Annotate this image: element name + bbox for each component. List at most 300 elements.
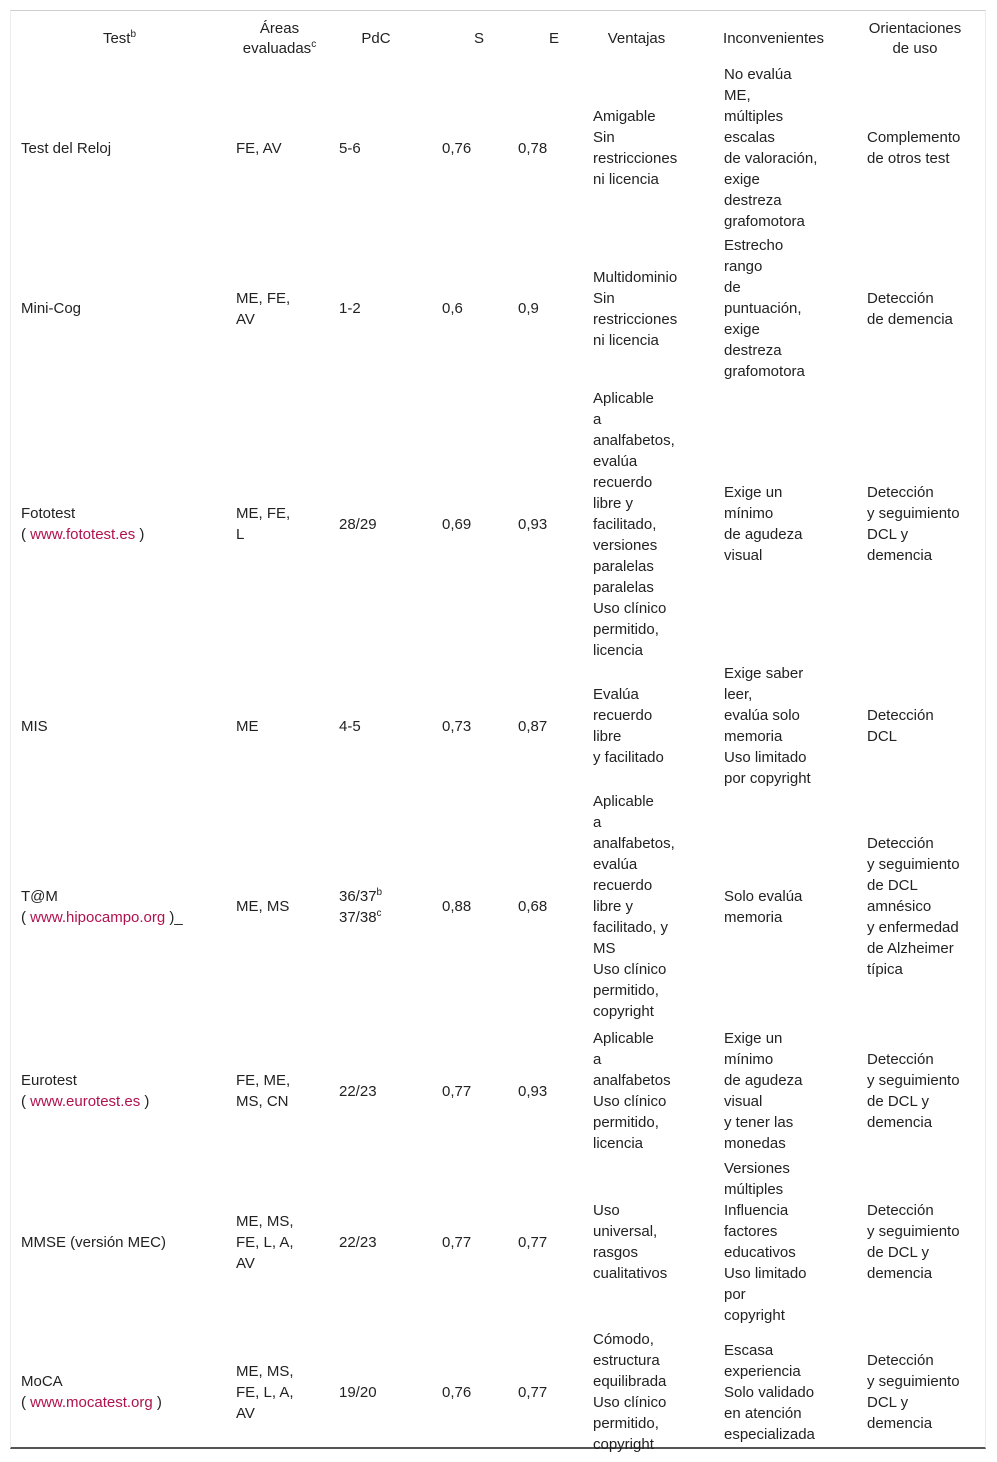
cell-text: libre y — [593, 494, 634, 512]
cell-text: FE, L, A, — [236, 1383, 294, 1401]
cell-line — [593, 1070, 698, 1091]
cell-text: rango — [724, 258, 763, 275]
cell-text: por copyright — [724, 770, 811, 787]
cell-line — [593, 1434, 698, 1455]
cell-specificity: 0,77 — [518, 1233, 548, 1251]
cell-text: analfabetos, — [593, 835, 675, 852]
cell-text: Solo evalúa — [724, 887, 803, 905]
cell-areas — [228, 663, 331, 789]
cell-orientaciones — [845, 64, 985, 232]
cell-line — [867, 309, 981, 330]
cell-line — [724, 1158, 841, 1179]
cell-line — [236, 1232, 327, 1253]
cell-pdc — [331, 385, 421, 663]
cell-text: 1-2 — [339, 300, 361, 317]
cell-line — [593, 430, 698, 451]
cell-areas — [228, 1158, 331, 1326]
cell-text: permitido, — [593, 1415, 659, 1432]
cell-text: en atención — [724, 1404, 802, 1422]
cell-text: y tener las — [724, 1114, 794, 1131]
cell-specificity: 0,93 — [518, 515, 548, 533]
test-link-line: ( www.eurotest.es ) — [21, 1093, 150, 1110]
cell-text: rasgos — [593, 1244, 639, 1261]
cell-line — [867, 1263, 981, 1284]
cell-orientaciones — [845, 385, 985, 663]
cell-ventajas — [571, 1158, 702, 1326]
cell-line — [593, 1200, 698, 1221]
cell-text: estructura — [593, 1352, 660, 1369]
cell-line — [867, 482, 981, 503]
cell-line — [724, 705, 841, 726]
cell-text: de DCL y — [867, 1244, 929, 1261]
header-inconvenientes: Inconvenientes — [723, 29, 824, 47]
cell-line — [339, 716, 417, 737]
cell-text: y seguimiento — [867, 505, 960, 522]
cell-line — [867, 127, 981, 148]
test-name: Test del Reloj — [21, 139, 112, 157]
cell-line — [724, 190, 841, 211]
cell-text: 28/29 — [339, 515, 377, 533]
cell-text: demencia — [867, 1415, 933, 1432]
table-row — [11, 232, 985, 385]
cell-line — [236, 716, 327, 737]
cell-line — [593, 493, 698, 514]
cell-text: Escasa — [724, 1341, 774, 1359]
cell-sensitivity: 0,77 — [442, 1082, 472, 1100]
cell-text: ni licencia — [593, 331, 659, 349]
cell-sensitivity: 0,76 — [442, 139, 472, 157]
table-row — [11, 1024, 985, 1158]
cell-text: evalúa — [593, 452, 638, 470]
cell-line — [593, 1091, 698, 1112]
cell-text: grafomotora — [724, 213, 805, 230]
cell-line — [236, 1361, 327, 1382]
cell-text: amnésico — [867, 898, 932, 915]
cell-line — [593, 980, 698, 1001]
cell-line — [236, 1211, 327, 1232]
cell-line — [339, 1382, 417, 1403]
test-link-line: ( www.mocatest.org ) — [21, 1394, 162, 1411]
cell-areas — [228, 64, 331, 232]
cell-sensitivity: 0,77 — [442, 1233, 472, 1251]
cell-text: Complemento — [867, 129, 961, 146]
test-website-link[interactable]: www.hipocampo.org — [30, 908, 166, 926]
cell-text: memoria — [724, 728, 783, 745]
cell-text: recuerdo — [593, 877, 653, 894]
cell-text: ME, MS, — [236, 1212, 294, 1230]
cell-line — [724, 684, 841, 705]
cell-orientaciones — [845, 663, 985, 789]
cell-text: AV — [236, 1254, 255, 1272]
cell-text: analfabetos — [593, 1072, 671, 1089]
cell-line — [593, 388, 698, 409]
cell-line — [593, 1392, 698, 1413]
cell-line — [724, 1200, 841, 1221]
cell-test — [11, 1024, 228, 1158]
cell-text: recuerdo — [593, 473, 653, 491]
cell-text: a — [593, 1051, 602, 1068]
cell-text: versiones — [593, 536, 658, 554]
cell-orientaciones — [845, 789, 985, 1024]
cell-line — [724, 319, 841, 340]
cell-text: especializada — [724, 1425, 815, 1443]
cell-text: DCL y — [867, 1394, 909, 1411]
cell-text: ME, MS — [236, 898, 290, 915]
cell-line — [867, 1392, 981, 1413]
cell-inconvenientes — [702, 663, 845, 789]
cell-line — [867, 959, 981, 980]
test-link-line: ( www.fototest.es ) — [21, 526, 145, 543]
cell-line — [593, 812, 698, 833]
cell-text: analfabetos, — [593, 431, 675, 449]
cell-ventajas — [571, 64, 702, 232]
cell-line — [724, 768, 841, 789]
cell-line — [724, 277, 841, 298]
cell-line — [593, 854, 698, 875]
cell-line — [724, 726, 841, 747]
cell-orientaciones — [845, 1024, 985, 1158]
cell-specificity: 0,93 — [518, 1082, 548, 1100]
cell-text: copyright — [724, 1307, 785, 1324]
cell-line — [236, 1070, 327, 1091]
cell-line — [867, 896, 981, 917]
cell-line — [593, 330, 698, 351]
cell-line — [724, 169, 841, 190]
cell-line — [724, 907, 841, 928]
cell-text: de DCL y — [867, 1093, 929, 1110]
cell-text: permitido, — [593, 982, 659, 999]
cell-line — [724, 85, 841, 106]
cell-text: Multidominio — [593, 268, 678, 286]
cell-line — [867, 1112, 981, 1133]
cell-line — [593, 1350, 698, 1371]
cell-text: DCL y — [867, 526, 909, 543]
link-suffix: _ — [174, 908, 183, 926]
cell-line — [724, 1263, 841, 1284]
cell-text: y seguimiento — [867, 1072, 960, 1089]
cell-line — [724, 106, 841, 127]
cell-text: Uso clínico — [593, 1093, 667, 1110]
cell-text: permitido, — [593, 620, 659, 638]
cell-pdc — [331, 64, 421, 232]
cell-text: Versiones — [724, 1160, 790, 1177]
cell-text: y seguimiento — [867, 856, 960, 873]
cell-text: FE, ME, — [236, 1072, 291, 1089]
cell-line — [593, 1329, 698, 1350]
cell-text: AV — [236, 1404, 255, 1422]
cell-text: 4-5 — [339, 717, 361, 735]
cell-line — [593, 1133, 698, 1154]
test-website-link[interactable]: www.eurotest.es — [30, 1093, 141, 1110]
cell-text: de valoración, — [724, 150, 818, 167]
cell-line — [593, 619, 698, 640]
cell-text: 5-6 — [339, 139, 361, 157]
cell-areas — [228, 385, 331, 663]
cell-text: Uso clínico — [593, 599, 667, 617]
cell-text: a — [593, 814, 602, 831]
cell-line — [867, 938, 981, 959]
cell-test — [11, 1326, 228, 1458]
cell-pdc — [331, 663, 421, 789]
cell-line — [236, 524, 327, 545]
cell-line — [236, 1253, 327, 1274]
cell-line — [867, 833, 981, 854]
cell-orientaciones — [845, 1326, 985, 1458]
cell-test — [11, 232, 228, 385]
screening-tests-table — [11, 12, 985, 1458]
cell-text: de demencia — [867, 310, 953, 328]
cell-text: mínimo — [724, 505, 774, 522]
cell-line — [593, 1371, 698, 1392]
cell-specificity: 0,77 — [518, 1383, 548, 1401]
table-body — [11, 64, 985, 1458]
cell-sensitivity: 0,6 — [442, 300, 463, 317]
cell-line — [593, 267, 698, 288]
cell-line — [593, 896, 698, 917]
cell-line — [724, 1091, 841, 1112]
cell-text: exige — [724, 171, 760, 188]
cell-text: demencia — [867, 547, 933, 564]
cell-text: múltiples — [724, 108, 784, 125]
cell-line — [236, 503, 327, 524]
cell-pdc — [331, 232, 421, 385]
cell-ventajas — [571, 1326, 702, 1458]
cell-areas — [228, 232, 331, 385]
cell-line — [593, 1028, 698, 1049]
cell-text: destreza — [724, 192, 782, 209]
cell-text: MS — [593, 940, 616, 957]
cell-line — [236, 896, 327, 917]
cell-text: restricciones — [593, 150, 678, 167]
cell-line — [867, 1200, 981, 1221]
cell-orientaciones — [845, 232, 985, 385]
cell-text: recuerdo — [593, 707, 653, 724]
cell-line — [339, 298, 417, 319]
cell-pdc — [331, 1158, 421, 1326]
cell-text: L — [236, 526, 245, 543]
cell-specificity: 0,78 — [518, 139, 548, 157]
cell-line — [867, 1350, 981, 1371]
cell-line — [724, 1221, 841, 1242]
cell-test — [11, 663, 228, 789]
cell-text: Detección — [867, 484, 934, 501]
cell-text: Amigable — [593, 108, 656, 125]
cell-line — [724, 127, 841, 148]
cell-line — [724, 211, 841, 232]
cell-line — [724, 148, 841, 169]
cell-text: mínimo — [724, 1051, 774, 1068]
cell-text: educativos — [724, 1244, 796, 1261]
test-name: MoCA — [21, 1373, 63, 1390]
cell-line — [593, 535, 698, 556]
cell-line — [724, 361, 841, 382]
cell-pdc — [331, 1024, 421, 1158]
cell-text: ME — [236, 717, 259, 735]
cell-line — [867, 1049, 981, 1070]
cell-text: Estrecho — [724, 237, 784, 254]
cell-specificity: 0,9 — [518, 300, 539, 317]
footnote-marker: b — [376, 886, 383, 898]
cell-text: y enfermedad — [867, 919, 959, 936]
table-header-row — [11, 12, 985, 64]
cell-text: Aplicable — [593, 793, 654, 810]
cell-text: Uso clínico — [593, 961, 667, 978]
cell-line — [593, 1112, 698, 1133]
cell-line — [724, 524, 841, 545]
cell-line — [339, 886, 417, 907]
cell-areas — [228, 789, 331, 1024]
cell-areas — [228, 1024, 331, 1158]
cell-text: visual — [724, 547, 763, 564]
cell-text: libre y — [593, 898, 634, 915]
cell-line — [724, 1284, 841, 1305]
cell-ventajas — [571, 385, 702, 663]
cell-text: destreza — [724, 342, 782, 359]
header-orientaciones: Orientaciones de uso — [868, 19, 962, 57]
cell-text: Exige un — [724, 484, 783, 501]
cell-text: ME, FE, — [236, 289, 291, 307]
cell-line — [724, 298, 841, 319]
header-ventajas: Ventajas — [607, 29, 666, 47]
cell-text: escalas — [724, 129, 775, 146]
cell-line — [724, 1179, 841, 1200]
cell-text: facilitado, y — [593, 919, 669, 936]
cell-line — [236, 1403, 327, 1424]
cell-sensitivity: 0,73 — [442, 717, 472, 735]
cell-text: equilibrada — [593, 1373, 667, 1390]
cell-text: copyright — [593, 1003, 654, 1020]
cell-line — [724, 235, 841, 256]
cell-text: permitido, — [593, 1114, 659, 1131]
cell-text: y facilitado — [593, 749, 664, 766]
cell-sensitivity: 0,88 — [442, 898, 472, 915]
cell-line — [593, 288, 698, 309]
cell-line — [339, 1232, 417, 1253]
cell-line — [593, 875, 698, 896]
cell-text: Aplicable — [593, 1030, 654, 1047]
cell-text: exige — [724, 321, 760, 338]
cell-inconvenientes — [702, 1326, 845, 1458]
cell-text: ME, FE, — [236, 505, 291, 522]
cell-line — [867, 917, 981, 938]
cell-text: de — [724, 279, 741, 296]
cell-text: paralelas — [593, 557, 654, 575]
test-name: Fototest — [21, 505, 76, 522]
cell-line — [867, 503, 981, 524]
cell-text: de DCL — [867, 877, 918, 894]
cell-line — [724, 886, 841, 907]
test-name: T@M — [21, 887, 58, 905]
cell-text: DCL — [867, 728, 898, 745]
table-row — [11, 663, 985, 789]
cell-test — [11, 1158, 228, 1326]
cell-text: Cómodo, — [593, 1331, 654, 1348]
cell-text: Influencia — [724, 1202, 789, 1219]
cell-text: 36/37 — [339, 887, 377, 905]
cell-text: Detección — [867, 1352, 934, 1369]
test-name: MIS — [21, 717, 48, 735]
cell-text: por — [724, 1286, 746, 1303]
cell-line — [867, 1070, 981, 1091]
cell-line — [593, 640, 698, 661]
cell-line — [236, 1382, 327, 1403]
cell-text: Detección — [867, 1202, 934, 1219]
cell-line — [867, 854, 981, 875]
test-website-link[interactable]: www.fototest.es — [30, 526, 136, 543]
test-name: Mini-Cog — [21, 300, 82, 317]
cell-text: grafomotora — [724, 363, 805, 380]
cell-text: licencia — [593, 641, 644, 659]
cell-line — [724, 503, 841, 524]
cell-ventajas — [571, 789, 702, 1024]
cell-areas — [228, 1326, 331, 1458]
test-name: Eurotest — [21, 1072, 77, 1089]
cell-line — [593, 1413, 698, 1434]
cell-line — [593, 514, 698, 535]
cell-line — [724, 1112, 841, 1133]
cell-line — [593, 106, 698, 127]
cell-text: de agudeza — [724, 1072, 803, 1089]
cell-line — [593, 409, 698, 430]
cell-text: y seguimiento — [867, 1223, 960, 1240]
cell-line — [867, 288, 981, 309]
header-areas: Áreas evaluadas$^c$ — [242, 19, 317, 57]
cell-line — [724, 1070, 841, 1091]
cell-line — [236, 288, 327, 309]
cell-line — [724, 1403, 841, 1424]
table-row — [11, 64, 985, 232]
cell-text: a — [593, 410, 602, 428]
cell-line — [593, 791, 698, 812]
cell-line — [593, 1001, 698, 1022]
cell-text: FE, AV — [236, 139, 282, 157]
cell-text: copyright — [593, 1436, 654, 1453]
cell-text: memoria — [724, 908, 783, 926]
cell-line — [339, 138, 417, 159]
table-row — [11, 1158, 985, 1326]
header-s: S — [473, 29, 484, 47]
cell-line — [593, 127, 698, 148]
cell-text: ni licencia — [593, 171, 659, 188]
cell-line — [236, 1091, 327, 1112]
cell-line — [867, 1091, 981, 1112]
table-row — [11, 789, 985, 1024]
header-e: E — [548, 29, 559, 47]
cell-text: demencia — [867, 1114, 933, 1131]
test-website-link[interactable]: www.mocatest.org — [30, 1394, 153, 1411]
cell-specificity: 0,87 — [518, 717, 548, 735]
cell-line — [593, 169, 698, 190]
cell-line — [593, 451, 698, 472]
cell-pdc — [331, 789, 421, 1024]
cell-test — [11, 64, 228, 232]
cell-line — [724, 64, 841, 85]
cell-line — [724, 1028, 841, 1049]
cell-text: experiencia — [724, 1362, 801, 1380]
table-row — [11, 1326, 985, 1458]
cell-line — [593, 959, 698, 980]
cell-specificity: 0,68 — [518, 898, 548, 915]
cell-line — [593, 1242, 698, 1263]
cell-inconvenientes — [702, 385, 845, 663]
cell-text: Detección — [867, 707, 934, 724]
cell-text: Exige saber — [724, 665, 804, 682]
cell-line — [724, 1424, 841, 1445]
cell-text: típica — [867, 961, 903, 978]
cell-line — [593, 1263, 698, 1284]
cell-line — [593, 148, 698, 169]
cell-text: de Alzheimer — [867, 940, 954, 957]
